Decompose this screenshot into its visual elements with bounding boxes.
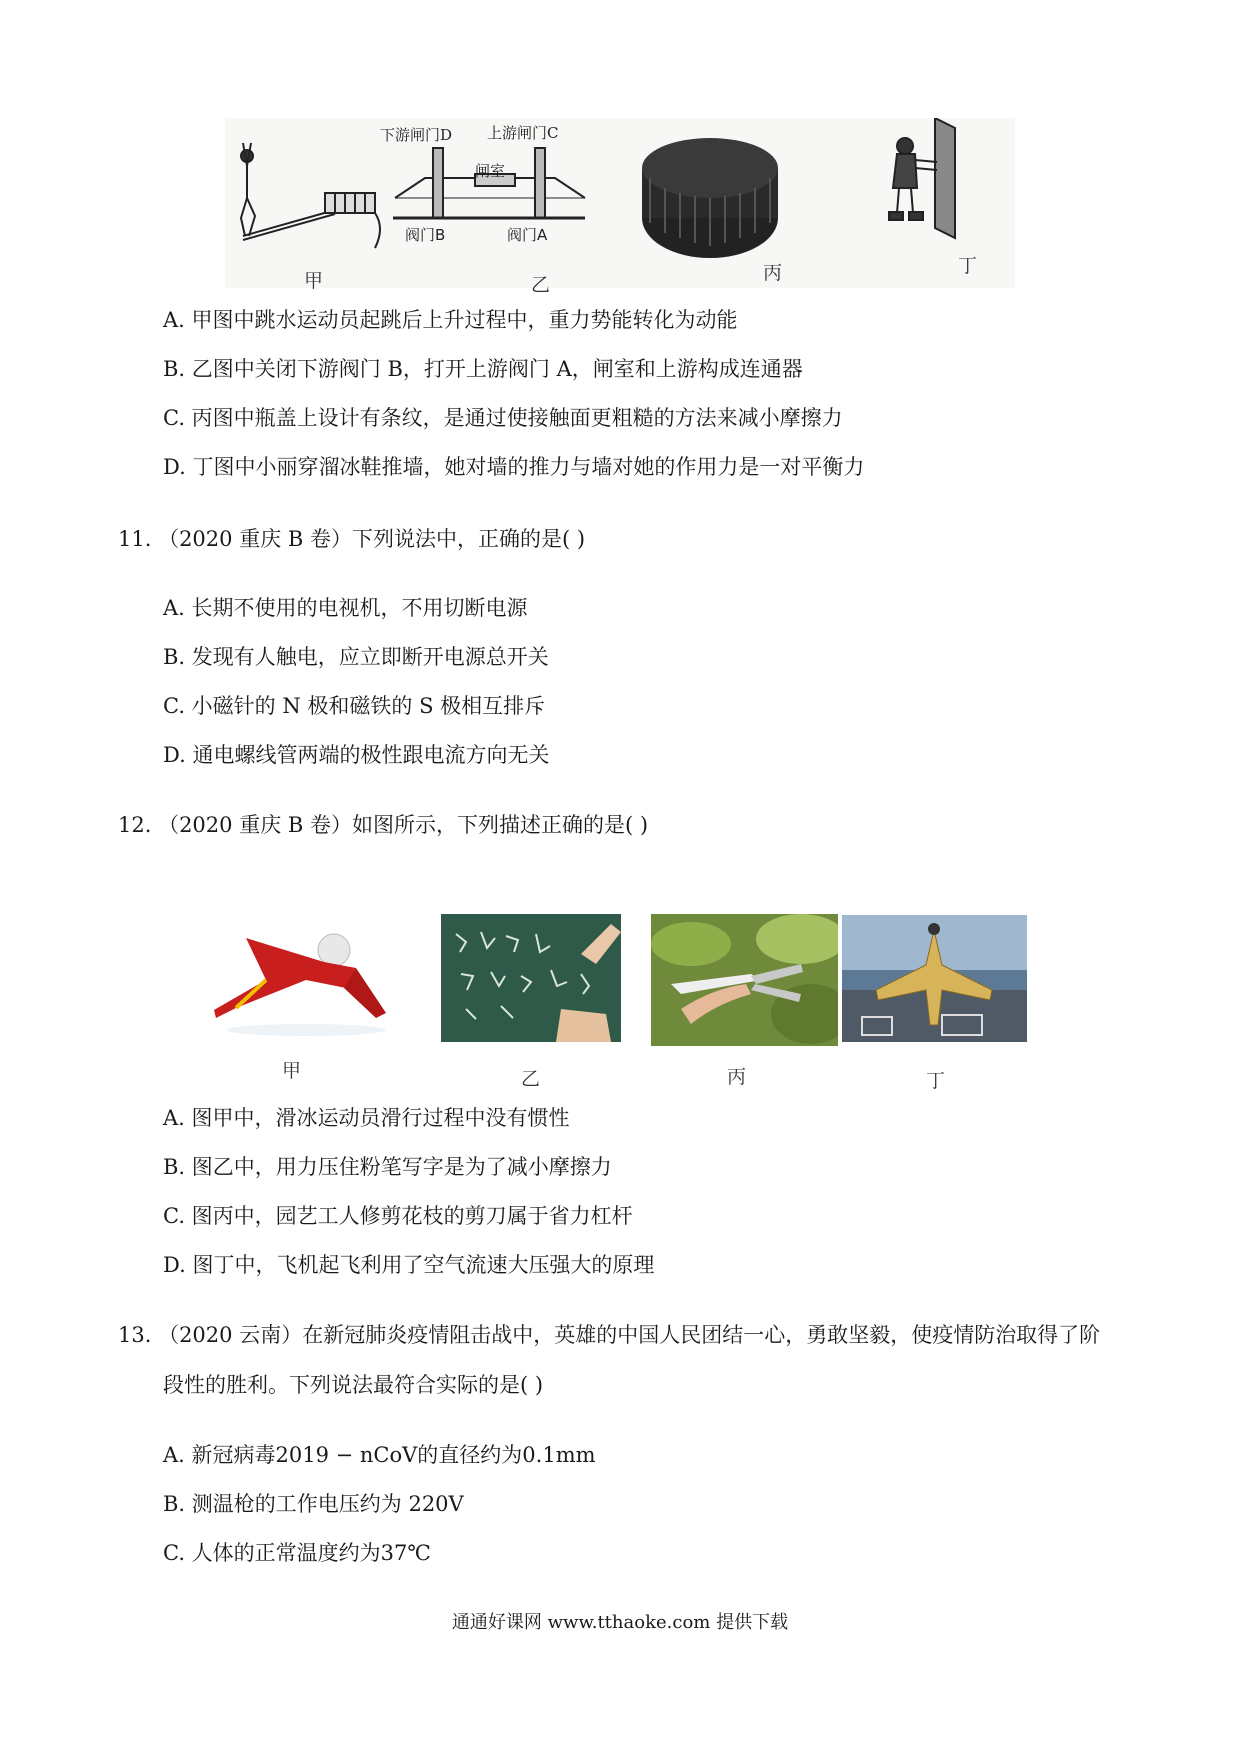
q12-caption-yi: 乙 xyxy=(521,1068,541,1090)
q12-caption-ding: 丁 xyxy=(926,1070,946,1092)
q11-option-d: D. 通电螺线管两端的极性跟电流方向无关 xyxy=(163,743,550,767)
q12-option-a: A. 图甲中，滑冰运动员滑行过程中没有惯性 xyxy=(163,1106,570,1130)
valve-a-label: 阀门A xyxy=(507,226,548,244)
q11-stem: 11. （2020 重庆 B 卷）下列说法中，正确的是( ) xyxy=(118,527,586,551)
q13-option-b: B. 测温枪的工作电压约为 220V xyxy=(163,1492,464,1516)
pruning-shears-photo xyxy=(651,914,838,1046)
figure-1 xyxy=(225,118,1015,288)
q13-option-a: A. 新冠病毒2019 − nCoV的直径约为0.1mm xyxy=(163,1443,596,1467)
lock-chamber-label: 闸室 xyxy=(475,162,506,180)
figure-1-caption-bing: 丙 xyxy=(763,262,783,284)
q13-option-c: C. 人体的正常温度约为37℃ xyxy=(163,1541,431,1565)
upstream-gate-c-label: 上游闸门C xyxy=(487,124,559,142)
downstream-gate-d-label: 下游闸门D xyxy=(380,126,453,144)
q13-stem-line-2: 段性的胜利。下列说法最符合实际的是( ) xyxy=(163,1373,544,1397)
q10-option-a: A. 甲图中跳水运动员起跳后上升过程中，重力势能转化为动能 xyxy=(163,308,738,332)
fighter-jet-photo xyxy=(842,915,1027,1042)
q11-option-b: B. 发现有人触电，应立即断开电源总开关 xyxy=(163,645,549,669)
chalkboard-photo xyxy=(441,914,621,1042)
figure-1-caption-yi: 乙 xyxy=(531,274,551,296)
q10-option-d: D. 丁图中小丽穿溜冰鞋推墙，她对墙的推力与墙对她的作用力是一对平衡力 xyxy=(163,455,865,479)
skater-photo xyxy=(206,918,392,1040)
valve-b-label: 阀门B xyxy=(405,226,446,244)
q13-stem-line-1: 13. （2020 云南）在新冠肺炎疫情阻击战中，英雄的中国人民团结一心，勇敢坚毅，使疫情防治取得了阶 xyxy=(118,1323,1101,1347)
q12-option-b: B. 图乙中，用力压住粉笔写字是为了减小摩擦力 xyxy=(163,1155,612,1179)
bottle-cap-photo xyxy=(642,138,778,258)
figure-1-caption-jia: 甲 xyxy=(304,270,324,292)
q11-option-c: C. 小磁针的 N 极和磁铁的 S 极相互排斥 xyxy=(163,694,546,718)
q12-option-d: D. 图丁中，飞机起飞利用了空气流速大压强大的原理 xyxy=(163,1253,655,1277)
figure-1-drawing xyxy=(225,118,1015,288)
q12-caption-jia: 甲 xyxy=(282,1060,302,1082)
q10-option-c: C. 丙图中瓶盖上设计有条纹，是通过使接触面更粗糙的方法来减小摩擦力 xyxy=(163,406,843,430)
q12-caption-bing: 丙 xyxy=(727,1066,747,1088)
q11-option-a: A. 长期不使用的电视机，不用切断电源 xyxy=(163,596,528,620)
figure-1-caption-ding: 丁 xyxy=(958,255,978,277)
q12-option-c: C. 图丙中，园艺工人修剪花枝的剪刀属于省力杠杆 xyxy=(163,1204,633,1228)
page-footer: 通通好课网 www.tthaoke.com 提供下载 xyxy=(451,1612,789,1633)
q10-option-b: B. 乙图中关闭下游阀门 B，打开上游阀门 A，闸室和上游构成连通器 xyxy=(163,357,803,381)
q12-stem: 12. （2020 重庆 B 卷）如图所示，下列描述正确的是( ) xyxy=(118,813,649,837)
